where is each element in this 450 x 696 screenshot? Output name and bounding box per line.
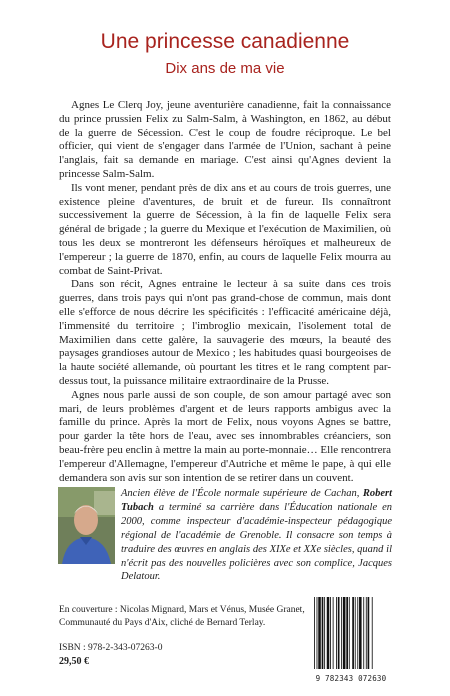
barcode-bar <box>368 597 370 669</box>
barcode-bar <box>357 597 358 669</box>
back-cover-blurb <box>59 99 391 485</box>
barcode-bar <box>352 597 354 669</box>
barcode-bar <box>327 597 330 669</box>
barcode-bars <box>310 595 392 671</box>
author-bio-rest: a terminé sa carrière dans l'Éducation nationale en 2000, comme inspecteur d'académie-inspecteur pédagogique régional de l'académie de Grenoble. Il consacre son temps à traduire des œuvres en anglais des XIXe et XXe siècles, quand il n'écrit pas des nouvelles policières avec son complice, Jacques Delatour. <box>121 501 392 583</box>
barcode-bar <box>317 597 318 669</box>
barcode-bar <box>343 597 346 669</box>
barcode-bar <box>314 597 315 669</box>
barcode-bar <box>336 597 337 669</box>
barcode-bar <box>359 597 362 669</box>
barcode-bar <box>366 597 367 669</box>
author-bio-intro: Ancien élève de l'École normale supérieure de Cachan, <box>121 488 363 499</box>
book-title: Une princesse canadienne <box>100 30 350 53</box>
barcode-bar <box>349 597 350 669</box>
book-subtitle: Dix ans de ma vie <box>165 60 285 77</box>
price: 29,50 € <box>59 656 89 667</box>
author-name: Robert Tubach <box>121 488 392 513</box>
barcode-bar <box>333 597 334 669</box>
cover-credit: En couverture : Nicolas Mignard, Mars et Vénus, Musée Granet, Communauté du Pays d'Aix, cliché de Bernard Terlay. <box>59 605 305 628</box>
barcode-bar <box>363 597 364 669</box>
barcode-bar <box>318 597 321 669</box>
barcode <box>310 595 392 683</box>
blurb-paragraph: Agnes Le Clerq Joy, jeune aventurière canadienne, fait la connaissance du prince prussien Felix zu Salm-Salm, à Washington, en 1862, au début de la guerre de Sécession. C'est le coup de foudre réciproque. Le bel officier, qui vient de s'engager dans l'armée de l'Union, sachant à peine l'anglais, fait sa demande en mariage. C'est ainsi qu'Agnes devient la princesse Salm-Salm. <box>59 99 391 180</box>
barcode-bar <box>324 597 325 669</box>
barcode-bar <box>346 597 348 669</box>
barcode-bar <box>341 597 342 669</box>
barcode-bar <box>372 597 373 669</box>
blurb-paragraph: Agnes nous parle aussi de son couple, de son amour partagé avec son mari, de leurs problèmes d'argent et de leurs rapports ambigus avec la famille du prince. Après la mort de Felix, nous voyons Agnes se battre, pour garder la tête hors de l'eau, avec ses innombrables créanciers, son beau-frère peu enclin à mettre la main au porte-monnaie… Elle rencontrera l'empereur d'Allemagne, l'empereur d'Autriche et même le pape, à qui elle demandera son avis sur son intention de se retirer dans un couvent. <box>59 388 391 484</box>
author-photo <box>58 487 115 564</box>
barcode-bar <box>322 597 324 669</box>
blurb-paragraph: Ils vont mener, pendant près de dix ans et au cours de trois guerres, une existence pleine d'aventures, de bruit et de fureur. Ils connaîtront successivement la guerre de Sécession, à la fin de laquelle Felix sera général de brigade ; la guerre du Mexique et l'exécution de Maximilien, où tous les deux se montreront les défenseurs héroïques et malheureux de l'empereur ; la guerre de 1870, enfin, au cours de laquelle Felix mourra au combat de Saint-Privat. <box>59 181 391 277</box>
author-bio <box>121 487 392 584</box>
barcode-bar <box>338 597 340 669</box>
barcode-bar <box>355 597 356 669</box>
barcode-bar <box>330 597 331 669</box>
barcode-number: 9 782343 072630 <box>315 674 387 683</box>
isbn: ISBN : 978-2-343-07263-0 <box>59 643 163 653</box>
blurb-paragraph: Dans son récit, Agnes entraine le lecteur à sa suite dans ces trois guerres, dans trois pays qui n'ont pas grand-chose de commun, mais dont elle s'efforce de nous décrire les spécificités : l'efficacité américaine déjà, l'immensité du territoire ; l'imbroglio mexicain, l'isolement total de Maximilien dans cette galère, la sauvagerie des mœurs, la beauté des paysages grandioses autour de Mexico ; les habitudes quasi bourgeoises de la haute société allemande, où pourtant les titres et le rang comptent par-dessus tout, la puissance militaire extraordinaire de la Prusse. <box>59 278 391 387</box>
